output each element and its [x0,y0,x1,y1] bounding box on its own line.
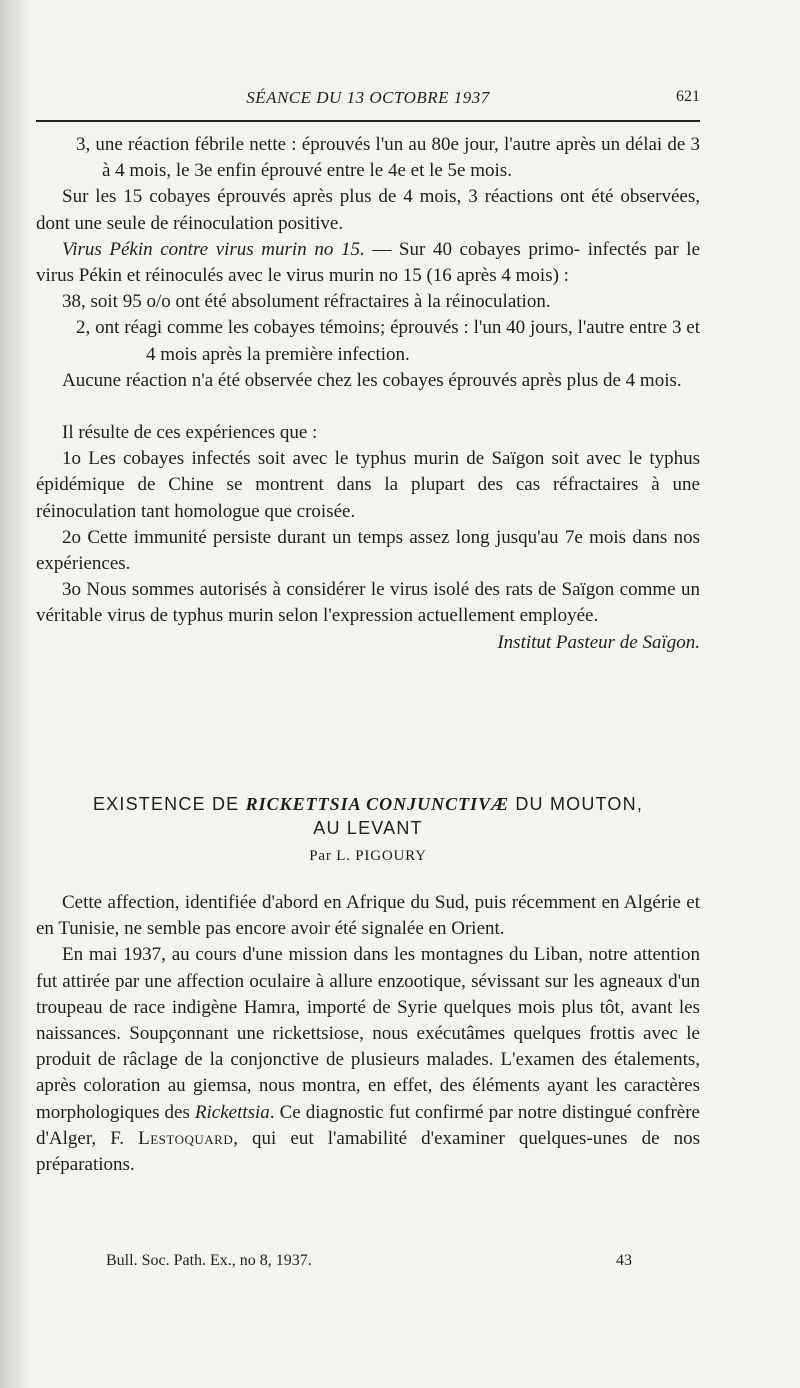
second-article-text [36,890,700,1178]
page-number: 621 [676,88,700,105]
paragraph: 38, soit 95 o/o ont été absolument réfractaires à la réinoculation. [62,291,551,313]
paragraph [36,237,700,289]
line-l1: 3, une réaction fébrile nette : éprouvés l'un au 80e jour, l'autre [76,134,551,155]
line-l7: infectés par le virus Pékin et réinoculés avec le virus murin no 15 [36,238,701,287]
page-edge-shadow [0,0,32,1388]
p2-text-a: En mai 1937, au cours d'une mission dans les montagnes du Liban, notre attention fut attirée par une affection oculaire à allure enzootique, sévissant sur les agneaux d'un troupeau de race indigène Hamra, importé de Syrie quelques mois plus tôt, avant les naissances. Soupçonnant une rickettsiose, nous exécutâmes quelques frottis avec le produit de râclage de la conjonctive de plusieurs malades. L'examen des étalements, après coloration au giemsa, nous montra, en effet, des éléments ayant les caractères morphologiques des [36,944,700,1123]
text-line [36,132,700,184]
conclusion-1: 1o Les cobayes infectés soit avec le typhus murin de Saïgon soit avec le typhus épidémique de Chine se montrent dans la plupart des cas réfractaires à une réinoculation tant homologue que croisée. [36,448,700,522]
p2-author-name: Lestoquard [138,1127,234,1149]
p2-genus: Rickettsia [194,1101,270,1123]
line-l2: après un délai de 3 à 4 mois, le 3e enfin éprouvé entre le [102,134,700,182]
line-l13: plus de 4 mois. [566,369,682,391]
virus-heading: Virus Pékin contre virus murin no 15. [62,238,365,260]
line-l8: (16 après 4 mois) : [426,265,569,287]
citation-text: Bull. Soc. Path. Ex., no 8, 1937. [106,1252,312,1269]
paragraph [36,368,700,394]
conclusions-intro: Il résulte de ces expériences que : [62,422,318,444]
paragraph [36,315,700,367]
first-section-text [36,132,700,656]
spacer [36,394,700,420]
header-rule [36,120,700,122]
paragraph-2 [36,942,700,1178]
article-title [36,792,700,840]
institution-signature: Institut Pasteur de Saïgon. [497,631,700,653]
title-part2: DU MOUTON, [509,794,644,814]
article-title-line-2: AU LEVANT [313,818,423,838]
article-title-line-1 [36,792,700,816]
signature-mark: 43 [616,1252,632,1269]
journal-citation [106,1252,312,1270]
paragraph [36,184,700,236]
p2-text-b: . Ce diagnostic fut confirmé par notre distingué confrère d'Alger, F. [36,1101,700,1149]
line-l5: été observées, dont une seule de réinoculation positive. [36,186,700,234]
article-author: Par L. PIGOURY [309,848,427,864]
line-l11: l'autre entre 3 et 4 mois après la première infection. [146,317,700,365]
running-head-title: SÉANCE DU 13 OCTOBRE 1937 [246,88,490,107]
line-l12: Aucune réaction n'a été observée chez les cobayes éprouvés après [62,369,562,391]
title-part1: EXISTENCE DE [92,794,246,814]
document-page [36,0,700,1388]
line-l6: — Sur 40 cobayes primo- [364,238,581,260]
p2-text-c: , qui eut l'amabilité d'examiner quelques-unes de nos préparations. [36,1127,701,1176]
conclusion-3: 3o Nous sommes autorisés à considérer le virus isolé des rats de Saïgon comme un véritable virus de typhus murin selon l'expression actuellement employée. [36,579,700,627]
running-head [36,86,700,116]
line-l3: 4e et le 5e mois. [387,160,512,182]
paragraph-1: Cette affection, identifiée d'abord en Afrique du Sud, puis récemment en Algérie et en Tunisie, ne semble pas encore avoir été signalée en Orient. [36,892,700,940]
line-l4: Sur les 15 cobayes éprouvés après plus de 4 mois, 3 réactions ont [62,186,585,208]
title-species: RICKETTSIA CONJUNCTIVÆ [245,794,510,814]
conclusion-2: 2o Cette immunité persiste durant un temps assez long jusqu'au 7e mois dans nos expériences. [36,526,700,575]
line-l10: 2, ont réagi comme les cobayes témoins; éprouvés : l'un 40 jours, [76,317,573,339]
page-footer [106,1252,666,1276]
